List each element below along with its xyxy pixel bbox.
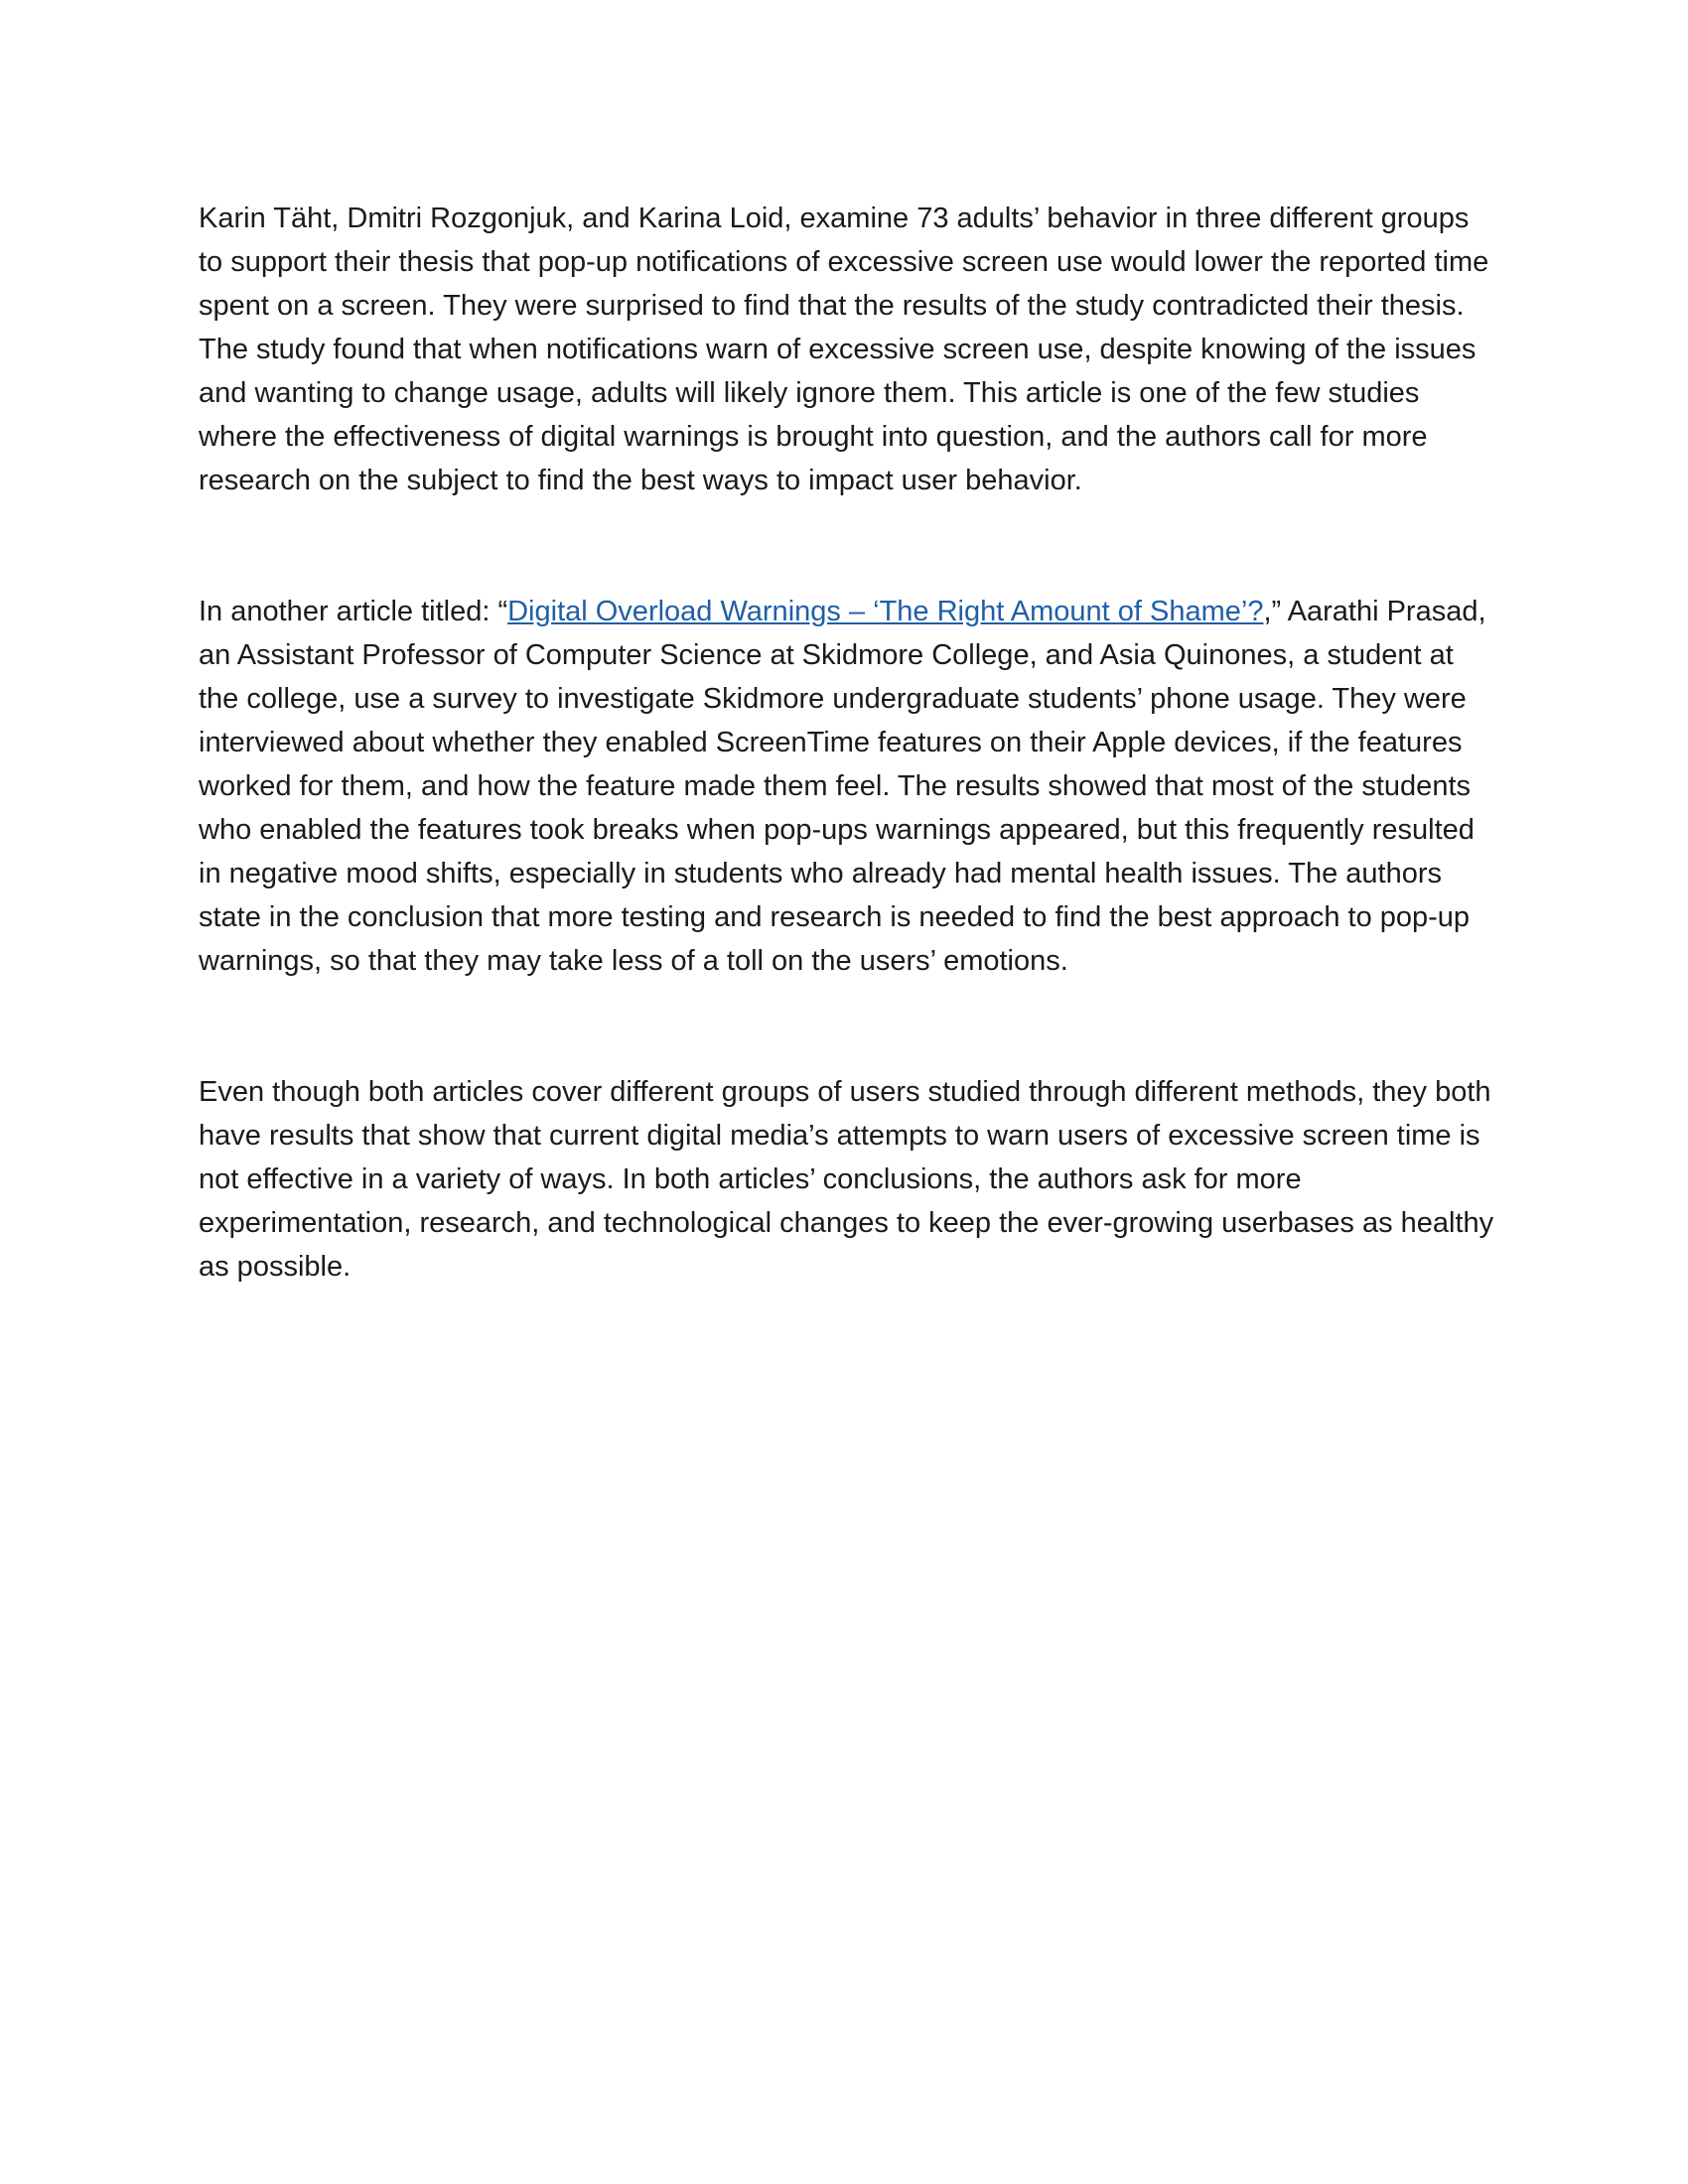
paragraph-2-suffix: ,” Aarathi Prasad, an Assistant Professor of Computer Science at Skidmore College, and Asia Quinones, a student at the college, use a survey to investigate Skidmore undergraduate students’ phone usage. They were interviewed about whether they enabled ScreenTime features on their Apple devices, if the features worked for them, and how the feature made them feel. The results showed that most of the students who enabled the features took breaks when pop-ups warnings appeared, but this frequently resulted in negative mood shifts, especially in students who already had mental health issues. The authors state in the conclusion that more testing and research is needed to find the best approach to pop-up warnings, so that they may take less of a toll on the users’ emotions.: [199, 596, 1486, 977]
paragraph-2-prefix: In another article titled: “: [199, 596, 508, 627]
paragraph-conclusion: Even though both articles cover different groups of users studied through different methods, they both have results that show that current digital media’s attempts to warn users of excessive screen time is not effective in a variety of ways. In both articles’ conclusions, the authors ask for more experimentation, research, and technological changes to keep the ever-growing userbases as healthy as possible.: [199, 1076, 1494, 1283]
paragraph-study-tahtrozgonjuk: Karin Täht, Dmitri Rozgonjuk, and Karina Loid, examine 73 adults’ behavior in three different groups to support their thesis that pop-up notifications of excessive screen use would lower the reported time spent on a screen. They were surprised to find that the results of the study contradicted their thesis. The study found that when notifications warn of excessive screen use, despite knowing of the issues and wanting to change usage, adults will likely ignore them. This article is one of the few studies where the effectiveness of digital warnings is brought into question, and the authors call for more research on the subject to find the best ways to impact user behavior.: [199, 203, 1489, 496]
article-title-link[interactable]: Digital Overload Warnings – ‘The Right Amount of Shame’?: [507, 596, 1264, 627]
document-body: [199, 197, 1499, 1289]
paragraph-study-prasad-quinones: [199, 590, 1499, 983]
